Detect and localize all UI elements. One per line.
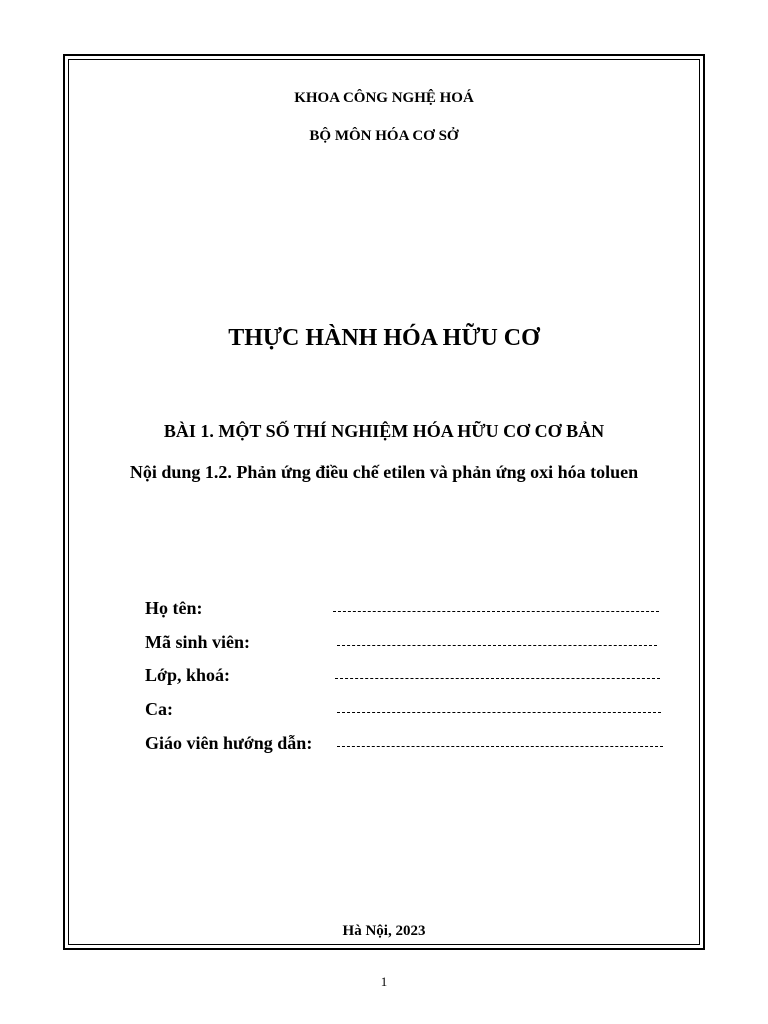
field-label-class: Lớp, khoá: <box>145 665 230 685</box>
page-title: THỰC HÀNH HÓA HỮU CƠ <box>228 325 540 351</box>
field-label-student-id: Mã sinh viên: <box>145 632 251 652</box>
faculty-name: KHOA CÔNG NGHỆ HOÁ <box>294 90 474 106</box>
content-title: Nội dung 1.2. Phản ứng điều chế etilen và phản ứng oxi hóa toluen <box>129 462 639 482</box>
field-line-instructor[interactable] <box>337 746 663 747</box>
field-line-class[interactable] <box>335 678 660 679</box>
place-date: Hà Nội, 2023 <box>342 923 426 939</box>
field-line-shift[interactable] <box>337 712 661 713</box>
field-line-name[interactable] <box>333 611 659 612</box>
page-inner-border <box>68 59 700 945</box>
field-label-name: Họ tên: <box>145 598 203 618</box>
lesson-title: BÀI 1. MỘT SỐ THÍ NGHIỆM HÓA HỮU CƠ CƠ BẢN <box>163 421 605 441</box>
field-label-instructor: Giáo viên hướng dẫn: <box>145 733 313 753</box>
department-name: BỘ MÔN HÓA CƠ SỞ <box>309 128 459 144</box>
field-label-shift: Ca: <box>145 699 173 719</box>
field-line-student-id[interactable] <box>337 645 657 646</box>
page-number: 1 <box>380 974 388 989</box>
